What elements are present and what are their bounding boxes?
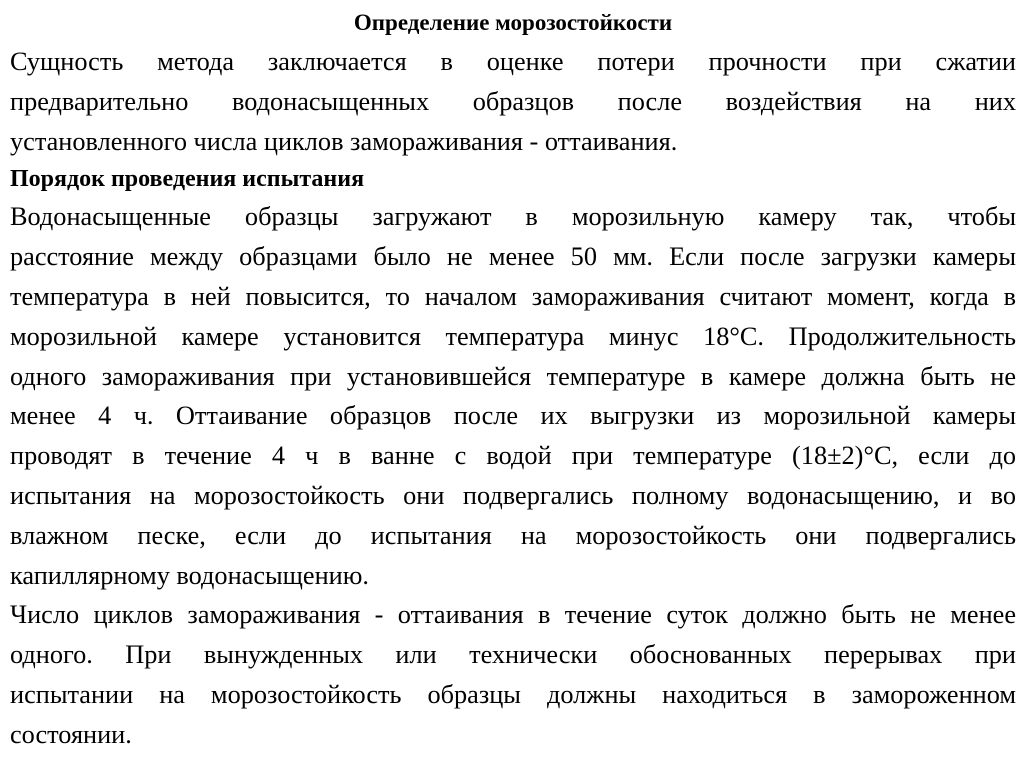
- text-line: Водонасыщенные образцы загружают в морозильную камеру так, чтобы: [10, 202, 1016, 232]
- text-line: Число циклов замораживания - оттаивания в течение суток должно быть не менее: [10, 600, 1016, 630]
- text-line: капиллярному водонасыщению.: [10, 560, 369, 590]
- text-line: расстояние между образцами было не менее 50 мм. Если после загрузки камеры: [10, 242, 1016, 272]
- text-line: Сущность метода заключается в оценке потери прочности при сжатии: [10, 47, 1016, 76]
- cycles-paragraph: [10, 595, 1016, 754]
- text-line: менее 4 ч. Оттаивание образцов после их выгрузки из морозильной камеры: [10, 401, 1016, 431]
- text-line: одного. При вынужденных или технически обоснованных перерывах при: [10, 640, 1016, 670]
- text-line: температура в ней повысится, то началом замораживания считают момент, когда в: [10, 281, 1016, 311]
- document-page: [10, 4, 1016, 755]
- method-paragraph: [10, 42, 1016, 161]
- page-title: Определение морозостойкости: [353, 10, 673, 35]
- text-line: проводят в течение 4 ч в ванне с водой при температуре (18±2)°С, если до: [10, 441, 1016, 471]
- text-line: состоянии.: [10, 719, 132, 749]
- text-line: установленного числа циклов замораживания - оттаивания.: [10, 126, 678, 156]
- text-line: одного замораживания при установившейся температуре в камере должна быть не: [10, 361, 1016, 391]
- text-line: предварительно водонасыщенных образцов после воздействия на них: [10, 86, 1016, 116]
- text-line: морозильной камере установится температура минус 18°С. Продолжительность: [10, 321, 1016, 351]
- procedure-paragraph: [10, 197, 1016, 595]
- section-heading: Порядок проведения испытания: [10, 166, 365, 193]
- text-line: испытания на морозостойкость они подвергались полному водонасыщению, и во: [10, 480, 1016, 510]
- text-line: влажном песке, если до испытания на морозостойкость они подвергались: [10, 520, 1016, 550]
- text-line: испытании на морозостойкость образцы должны находиться в замороженном: [10, 679, 1016, 709]
